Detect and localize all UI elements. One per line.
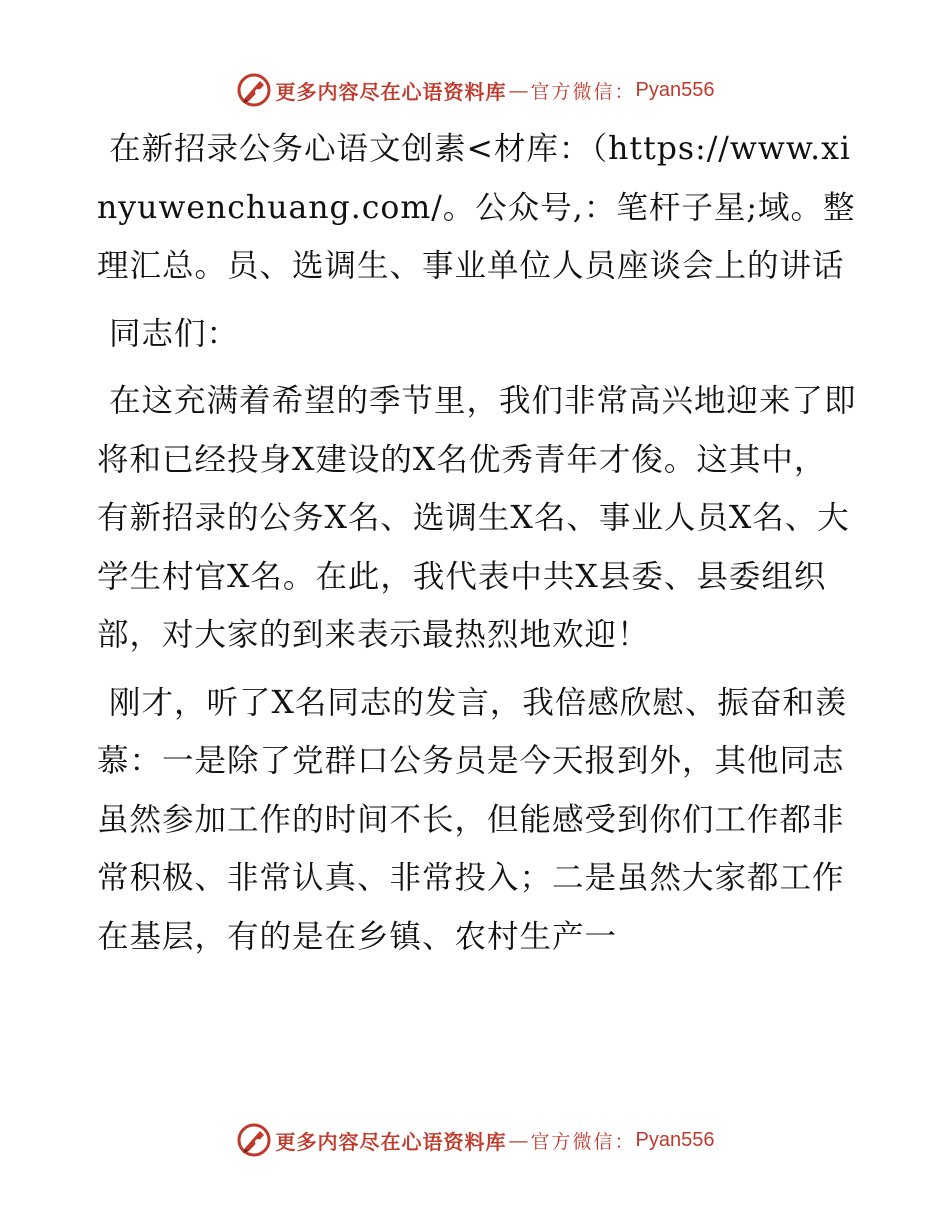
- paragraph-title: 在新招录公务心语文创素<材库：（https://www.xinyuwenchuang.com/。公众号,：笔杆子星;域。整理汇总。员、选调生、事业单位人员座谈会上的讲话: [97, 131, 856, 284]
- footer-banner: [0, 1120, 950, 1160]
- banner-wechat-label: 官方微信：: [530, 1130, 636, 1153]
- banner-dash: —: [508, 1128, 529, 1152]
- pen-logo-icon: [236, 1122, 272, 1158]
- document-body: [97, 120, 857, 975]
- banner-title: 更多内容尽在心语资料库: [275, 1129, 507, 1154]
- paragraph-welcome: 在这充满着希望的季节里，我们非常高兴地迎来了即将和已经投身X建设的X名优秀青年才俊。这其中，有新招录的公务X名、选调生X名、事业人员X名、大学生村官X名。在此，我代表中共X县委、县委组织部，对大家的到来表示最热烈地欢迎！: [97, 383, 857, 653]
- banner-title: 更多内容尽在心语资料库: [275, 79, 507, 104]
- paragraph-remarks: 刚才，听了X名同志的发言，我倍感欣慰、振奋和羡慕：一是除了党群口公务员是今天报到外，其他同志虽然参加工作的时间不长，但能感受到你们工作都非常积极、非常认真、非常投入；二是虽然大家都工作在基层，有的是在乡镇、农村生产一: [97, 684, 848, 955]
- banner-wechat-id: Pyan556: [635, 78, 715, 101]
- pen-logo-icon: [236, 72, 272, 108]
- banner-wechat-id: Pyan556: [635, 1128, 715, 1151]
- header-banner: [0, 70, 950, 110]
- paragraph-salutation: 同志们：: [109, 315, 240, 352]
- banner-wechat-label: 官方微信：: [530, 80, 636, 103]
- banner-dash: —: [508, 78, 529, 102]
